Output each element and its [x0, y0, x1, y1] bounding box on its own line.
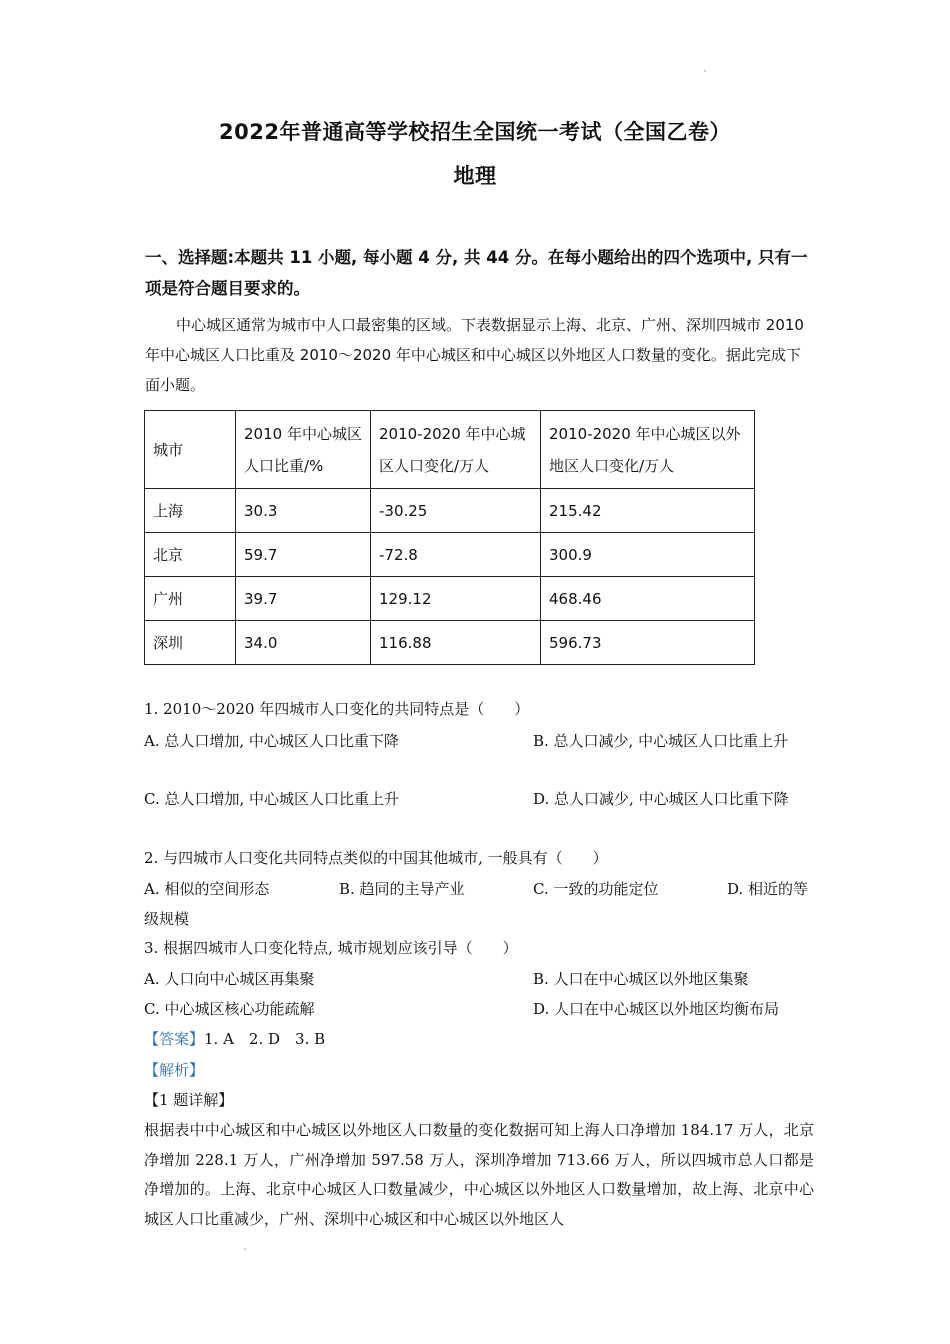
- table-cell: 30.3: [236, 489, 371, 533]
- table-row: [145, 533, 755, 577]
- table-cell: 129.12: [371, 577, 541, 621]
- table-cell: 215.42: [541, 489, 755, 533]
- question-1-stem: 1. 2010～2020 年四城市人口变化的共同特点是（ ）: [144, 700, 530, 718]
- table-header-cell: 城市: [145, 411, 236, 489]
- q2-option-c[interactable]: C. 一致的功能定位: [533, 880, 659, 898]
- analysis-label: 【解析】: [144, 1061, 205, 1079]
- answer-line: [144, 1024, 325, 1054]
- q3-option-c[interactable]: C. 中心城区核心功能疏解: [144, 1000, 315, 1018]
- q3-option-b[interactable]: B. 人口在中心城区以外地区集聚: [533, 970, 749, 988]
- q1-option-c[interactable]: C. 总人口增加, 中心城区人口比重上升: [144, 790, 400, 808]
- table-header-cell: 2010-2020 年中心城区人口变化/万人: [371, 411, 541, 489]
- scan-speck: [244, 1248, 246, 1250]
- table-cell: 39.7: [236, 577, 371, 621]
- table-cell: 上海: [145, 489, 236, 533]
- q1-option-a[interactable]: A. 总人口增加, 中心城区人口比重下降: [144, 732, 399, 750]
- section-heading: 一、选择题:本题共 11 小题, 每小题 4 分, 共 44 分。在每小题给出的四个选项中, 只有一项是符合题目要求的。: [145, 248, 808, 298]
- question-3-stem: 3. 根据四城市人口变化特点, 城市规划应该引导（ ）: [144, 939, 518, 957]
- table-row: [145, 489, 755, 533]
- table-cell: 300.9: [541, 533, 755, 577]
- table-cell: 广州: [145, 577, 236, 621]
- table-cell: 468.46: [541, 577, 755, 621]
- subject-title: 地理: [453, 164, 497, 188]
- q1-option-b[interactable]: B. 总人口减少, 中心城区人口比重上升: [533, 732, 789, 750]
- q2-option-d[interactable]: D. 相近的等级规模: [144, 880, 809, 928]
- table-row: [145, 577, 755, 621]
- table-cell: -30.25: [371, 489, 541, 533]
- intro-paragraph: 中心城区通常为城市中人口最密集的区域。下表数据显示上海、北京、广州、深圳四城市 2010 年中心城区人口比重及 2010～2020 年中心城区和中心城区以外地区人口数量的变化。据此完成下面小题。: [145, 316, 804, 394]
- population-table: [144, 410, 755, 665]
- table-cell: 深圳: [145, 621, 236, 665]
- q1-option-d[interactable]: D. 总人口减少, 中心城区人口比重下降: [533, 790, 789, 808]
- table-row: [145, 621, 755, 665]
- table-cell: 596.73: [541, 621, 755, 665]
- q2-option-a[interactable]: A. 相似的空间形态: [144, 880, 270, 898]
- scan-speck: [704, 70, 706, 72]
- exam-title: 2022年普通高等学校招生全国统一考试（全国乙卷）: [219, 120, 731, 144]
- table-cell: 北京: [145, 533, 236, 577]
- table-cell: 116.88: [371, 621, 541, 665]
- question-2-stem: 2. 与四城市人口变化共同特点类似的中国其他城市, 一般具有（ ）: [144, 849, 608, 867]
- q2-option-b[interactable]: B. 趋同的主导产业: [339, 880, 465, 898]
- table-header-cell: 2010-2020 年中心城区以外地区人口变化/万人: [541, 411, 755, 489]
- detail-label: 【1 题详解】: [144, 1091, 234, 1109]
- table-cell: 34.0: [236, 621, 371, 665]
- answer-text: 1. A 2. D 3. B: [204, 1030, 326, 1048]
- explanation-paragraph: 根据表中中心城区和中心城区以外地区人口数量的变化数据可知上海人口净增加 184.17 万人，北京净增加 228.1 万人，广州净增加 597.58 万人，深圳净增加 713.66 万人，所以四城市总人口都是净增加的。上海、北京中心城区人口数量减少，中心城区以外地区人口数量增加，故上海、北京中心城区人口比重减少，广州、深圳中心城区和中心城区以外地区人: [144, 1121, 814, 1228]
- table-header-row: [145, 411, 755, 489]
- table-header-cell: 2010 年中心城区人口比重/%: [236, 411, 371, 489]
- q3-option-d[interactable]: D. 人口在中心城区以外地区均衡布局: [533, 1000, 780, 1018]
- table-cell: 59.7: [236, 533, 371, 577]
- table-cell: -72.8: [371, 533, 541, 577]
- q3-option-a[interactable]: A. 人口向中心城区再集聚: [144, 970, 315, 988]
- answer-label: 【答案】: [144, 1030, 205, 1048]
